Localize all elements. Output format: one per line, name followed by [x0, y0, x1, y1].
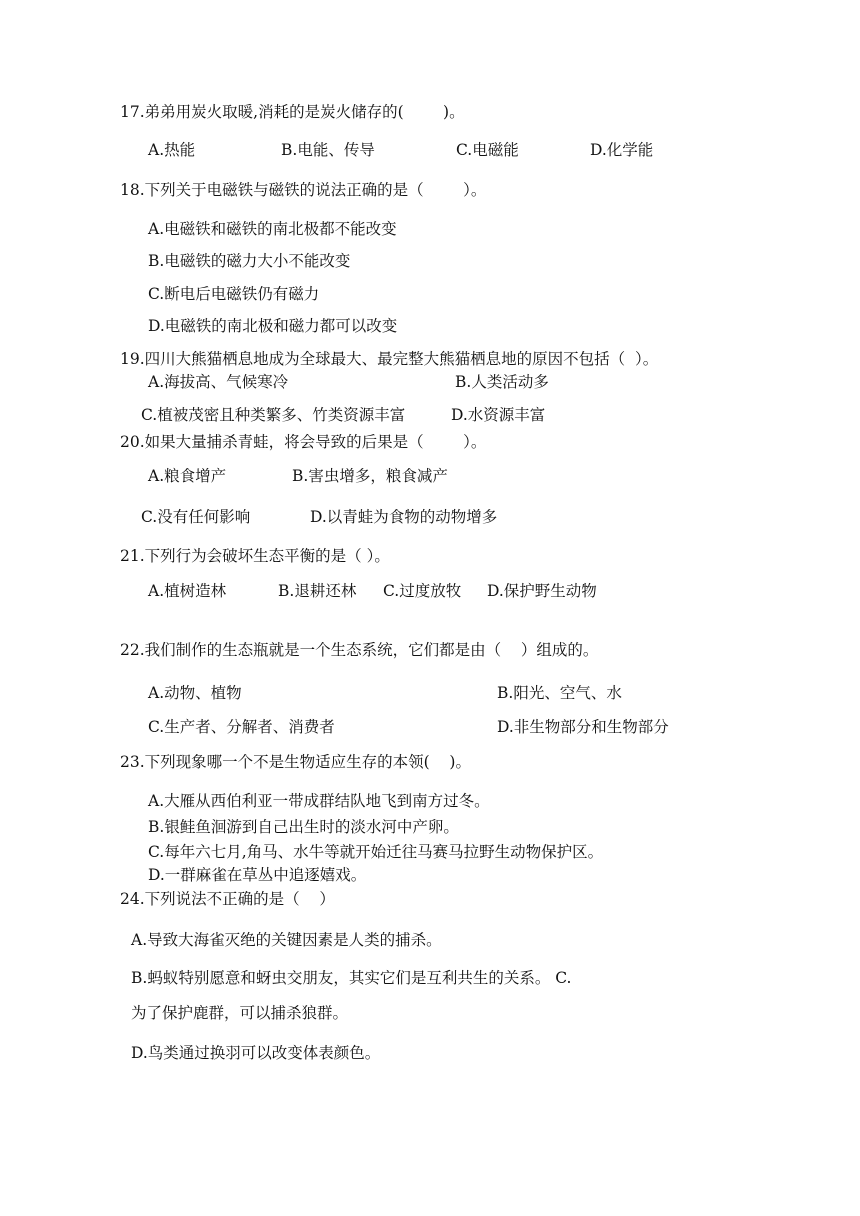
question-24-option-a: A.导致大海雀灭绝的关键因素是人类的捕杀。 — [131, 931, 442, 949]
question-17-option-c: C.电磁能 — [456, 141, 519, 159]
question-24-option-b: B.蚂蚁特别愿意和蚜虫交朋友，其实它们是互利共生的关系。 C. — [131, 969, 572, 987]
question-22-option-d: D.非生物部分和生物部分 — [497, 718, 669, 736]
question-21-option-d: D.保护野生动物 — [487, 582, 597, 600]
question-20-option-c: C.没有任何影响 — [141, 508, 251, 526]
question-18-option-b: B.电磁铁的磁力大小不能改变 — [148, 252, 351, 270]
question-19-option-a: A.海拔高、气候寒冷 — [148, 373, 289, 391]
question-21-option-c: C.过度放牧 — [383, 582, 462, 600]
question-20-option-a: A.粮食增产 — [148, 467, 227, 485]
question-23-stem: 23.下列现象哪一个不是生物适应生存的本领( )。 — [120, 753, 471, 771]
question-21-option-b: B.退耕还林 — [278, 582, 357, 600]
question-23-option-d: D.一群麻雀在草丛中追逐嬉戏。 — [148, 866, 367, 884]
question-24-option-c: 为了保护鹿群，可以捕杀狼群。 — [131, 1004, 349, 1022]
question-23-option-a: A.大雁从西伯利亚一带成群结队地飞到南方过冬。 — [148, 792, 490, 810]
question-18-stem: 18.下列关于电磁铁与磁铁的说法正确的是（ ）。 — [120, 181, 487, 199]
question-20-stem: 20.如果大量捕杀青蛙，将会导致的后果是（ ）。 — [120, 433, 487, 451]
question-17-option-b: B.电能、传导 — [281, 141, 375, 159]
question-17-option-d: D.化学能 — [590, 141, 654, 159]
question-20-option-d: D.以青蛙为食物的动物增多 — [310, 508, 498, 526]
question-17-stem: 17.弟弟用炭火取暖,消耗的是炭火储存的( )。 — [120, 103, 465, 121]
question-17-option-a: A.热能 — [148, 141, 196, 159]
question-18-option-c: C.断电后电磁铁仍有磁力 — [148, 285, 320, 303]
question-22-option-a: A.动物、植物 — [148, 684, 242, 702]
question-22-option-b: B.阳光、空气、水 — [497, 684, 622, 702]
question-18-option-a: A.电磁铁和磁铁的南北极都不能改变 — [148, 220, 397, 238]
question-23-option-c: C.每年六七月,角马、水牛等就开始迁往马赛马拉野生动物保护区。 — [148, 843, 604, 861]
question-19-stem: 19.四川大熊猫栖息地成为全球最大、最完整大熊猫栖息地的原因不包括（ ）。 — [120, 350, 659, 368]
question-22-stem: 22.我们制作的生态瓶就是一个生态系统，它们都是由（ ）组成的。 — [120, 641, 599, 659]
question-21-stem: 21.下列行为会破坏生态平衡的是（ ）。 — [120, 547, 390, 565]
question-21-option-a: A.植树造林 — [148, 582, 227, 600]
question-22-option-c: C.生产者、分解者、消费者 — [148, 718, 335, 736]
question-19-option-d: D.水资源丰富 — [451, 406, 546, 424]
question-24-option-d: D.鸟类通过换羽可以改变体表颜色。 — [131, 1044, 381, 1062]
question-23-option-b: B.银鲑鱼洄游到自己出生时的淡水河中产卵。 — [148, 818, 459, 836]
question-20-option-b: B.害虫增多，粮食减产 — [292, 467, 448, 485]
question-19-option-b: B.人类活动多 — [455, 373, 549, 391]
question-19-option-c: C.植被茂密且种类繁多、竹类资源丰富 — [141, 406, 406, 424]
question-18-option-d: D.电磁铁的南北极和磁力都可以改变 — [148, 317, 398, 335]
question-24-stem: 24.下列说法不正确的是（ ） — [120, 890, 335, 908]
